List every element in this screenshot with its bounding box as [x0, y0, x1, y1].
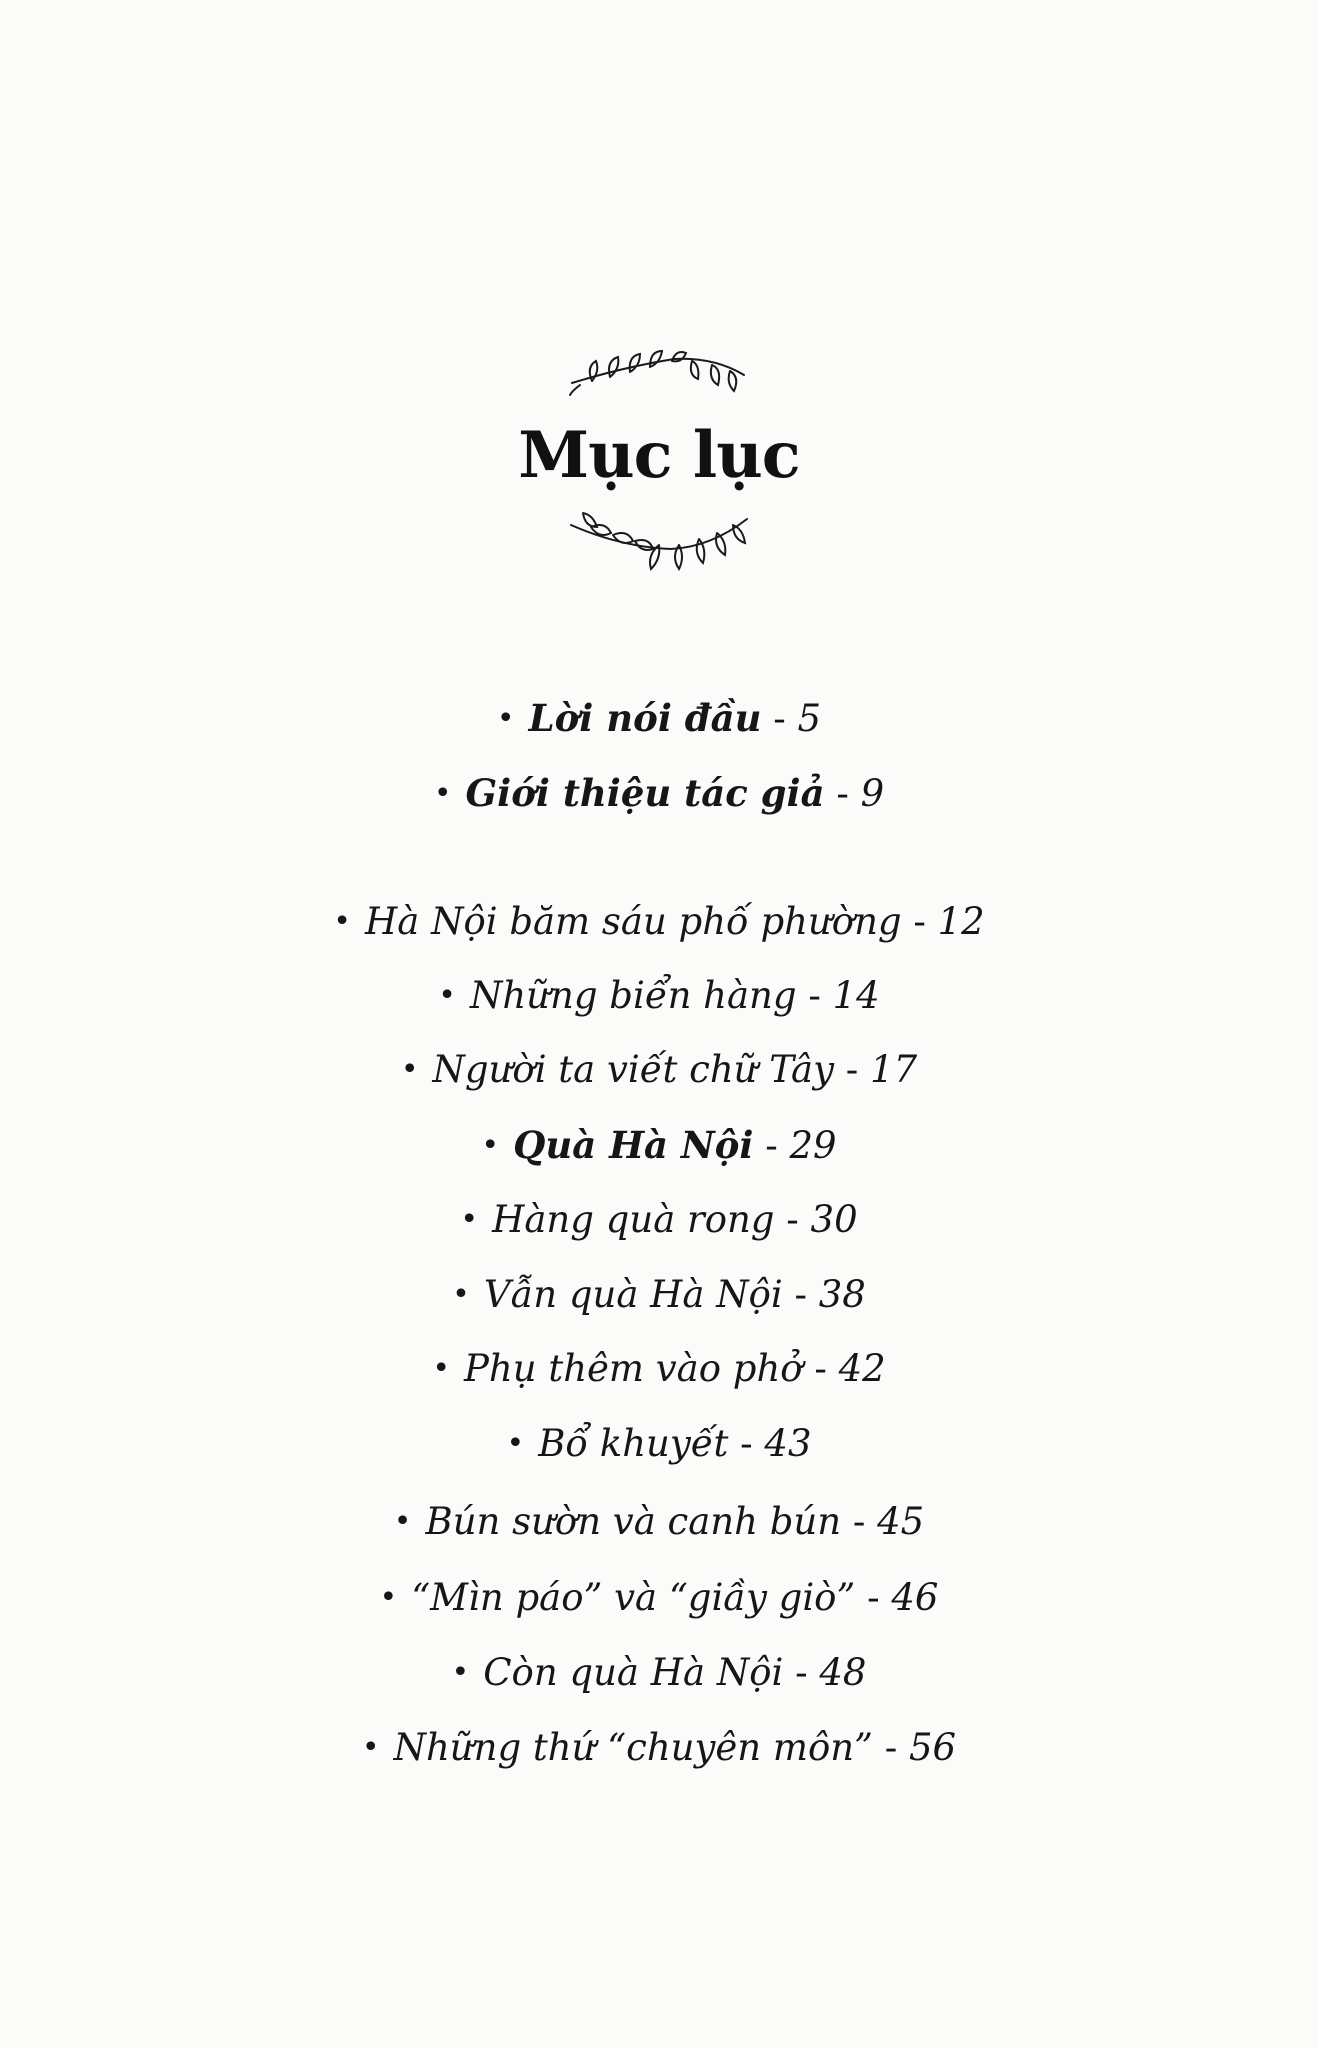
toc-entry — [0, 1115, 1318, 1175]
toc-entry — [0, 1568, 1318, 1628]
toc-entry — [0, 1190, 1318, 1250]
toc-entry — [0, 763, 1318, 823]
toc-entry — [0, 1265, 1318, 1325]
toc-entry — [0, 1718, 1318, 1778]
bullet: • — [400, 1052, 419, 1087]
toc-entry — [0, 1040, 1318, 1100]
toc-entry-title: Bún sườn và canh bún — [425, 1500, 842, 1543]
toc-entry-page: 43 — [764, 1422, 812, 1465]
toc-separator: - — [753, 1124, 790, 1167]
toc-entry — [0, 892, 1318, 952]
toc-entry-page: 14 — [832, 974, 880, 1017]
toc-separator: - — [855, 1576, 892, 1619]
bullet: • — [361, 1730, 380, 1765]
toc-separator: - — [834, 1048, 871, 1091]
toc-separator: - — [728, 1422, 765, 1465]
bullet: • — [433, 776, 452, 811]
toc-entry-title: Người ta viết chữ Tây — [432, 1048, 835, 1091]
toc-separator: - — [901, 900, 938, 943]
bullet: • — [451, 1655, 470, 1690]
bullet: • — [333, 904, 351, 939]
toc-entry-title: Hà Nội băm sáu phố phường — [364, 900, 902, 943]
toc-entry-title: Giới thiệu tác giả — [465, 771, 825, 815]
toc-separator: - — [761, 697, 798, 740]
bullet: • — [393, 1504, 412, 1539]
toc-entry-title: Bổ khuyết — [538, 1422, 729, 1465]
toc-entry — [0, 1492, 1318, 1552]
bullet: • — [432, 1351, 451, 1386]
toc-entry-page: 48 — [819, 1651, 867, 1694]
toc-entry — [0, 1414, 1318, 1474]
bullet: • — [506, 1426, 525, 1461]
toc-entry-title: Phụ thêm vào phở — [464, 1347, 803, 1390]
toc-entry-page: 46 — [891, 1576, 939, 1619]
toc-entry-title: Những biển hàng — [469, 974, 797, 1017]
toc-entry-title: Còn quà Hà Nội — [483, 1651, 784, 1694]
toc-separator: - — [802, 1347, 839, 1390]
bullet: • — [481, 1128, 500, 1163]
toc-entry-page: 5 — [797, 697, 822, 740]
toc-entry-page: 38 — [818, 1273, 866, 1316]
toc-separator: - — [841, 1500, 878, 1543]
toc-entry-page: 29 — [789, 1124, 837, 1167]
toc-entry-page: 17 — [870, 1048, 918, 1091]
toc-entry-page: 56 — [909, 1726, 957, 1769]
toc-entry-page: 12 — [937, 900, 985, 943]
toc-entry-title: Những thứ “chuyên môn” — [393, 1726, 873, 1769]
bullet: • — [496, 701, 515, 736]
toc-entry — [0, 1643, 1318, 1703]
toc-separator: - — [782, 1273, 819, 1316]
toc-separator: - — [774, 1198, 811, 1241]
toc-entry-page: 45 — [877, 1500, 925, 1543]
toc-separator: - — [824, 772, 861, 815]
laurel-branch-icon — [561, 505, 757, 575]
toc-separator: - — [796, 974, 833, 1017]
toc-entry — [0, 688, 1318, 748]
toc-entry — [0, 1339, 1318, 1399]
bullet: • — [379, 1580, 398, 1615]
toc-entry-title: “Mìn páo” và “giầy giò” — [411, 1576, 856, 1619]
laurel-branch-icon — [564, 345, 754, 405]
page-title: Mục lục — [518, 418, 800, 493]
toc-separator: - — [872, 1726, 910, 1769]
toc-entry-title: Quà Hà Nội — [513, 1123, 754, 1167]
toc-entry-title: Lời nói đầu — [528, 696, 762, 740]
toc-entry — [0, 966, 1318, 1026]
bullet: • — [452, 1277, 470, 1312]
toc-separator: - — [783, 1651, 820, 1694]
toc-entry-page: 9 — [860, 772, 885, 815]
toc-entry-page: 42 — [838, 1347, 886, 1390]
bullet: • — [438, 978, 456, 1013]
toc-entry-title: Hàng quà rong — [492, 1198, 775, 1241]
toc-entry-page: 30 — [810, 1198, 858, 1241]
bullet: • — [460, 1202, 479, 1237]
toc-entry-title: Vẫn quà Hà Nội — [483, 1273, 783, 1316]
